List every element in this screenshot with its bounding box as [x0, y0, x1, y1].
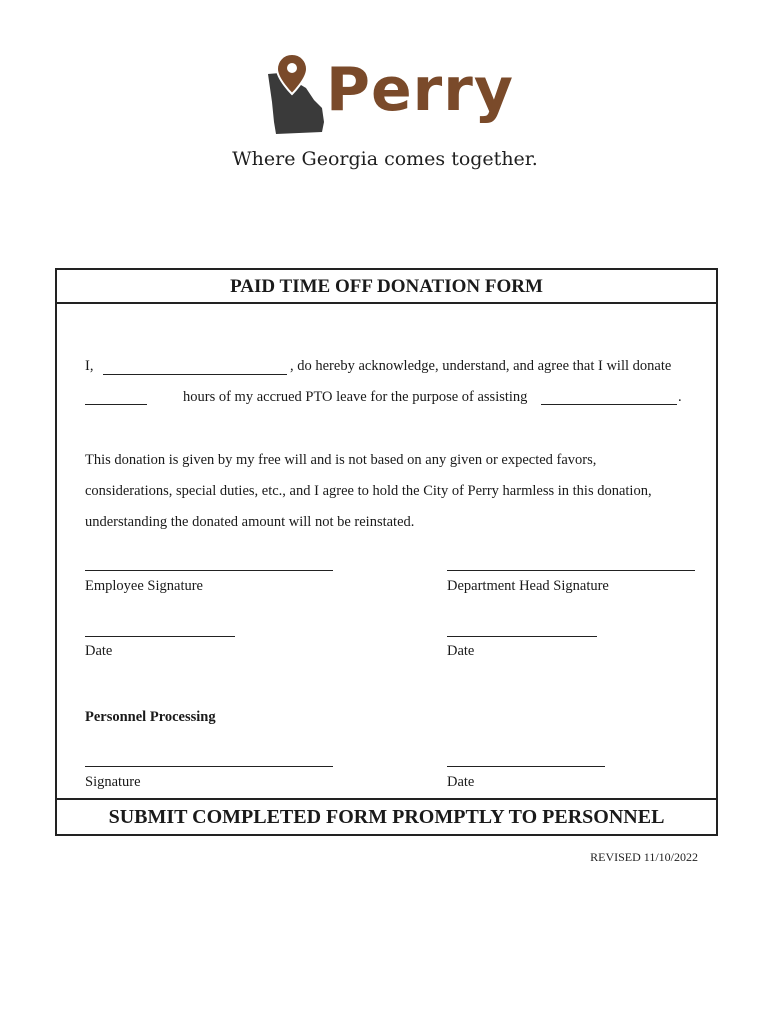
personnel-signature-label: Signature: [85, 774, 141, 790]
recipient-field[interactable]: [541, 404, 677, 405]
line2-period: .: [678, 389, 682, 405]
department-head-signature-field[interactable]: [447, 570, 695, 571]
department-head-date-label: Date: [447, 643, 475, 659]
city-logo: [0, 0, 770, 200]
brand-name: Perry: [326, 55, 514, 125]
tagline: Where Georgia comes together.: [232, 148, 538, 170]
line1-text: , do hereby acknowledge, understand, and agree that I will donate: [290, 358, 672, 374]
department-head-date-field[interactable]: [447, 636, 597, 637]
donation-form: [55, 268, 718, 836]
hours-field[interactable]: [85, 404, 147, 405]
personnel-processing-heading: Personnel Processing: [85, 709, 216, 725]
donor-name-field[interactable]: [103, 374, 287, 375]
paragraph-line-1: This donation is given by my free will and is not based on any given or expected favors,: [85, 452, 597, 468]
department-head-signature-label: Department Head Signature: [447, 578, 609, 594]
line1-prefix: I,: [85, 358, 94, 374]
form-title: PAID TIME OFF DONATION FORM: [57, 270, 716, 304]
line2-text: hours of my accrued PTO leave for the purpose of assisting: [183, 389, 528, 405]
submit-instruction: SUBMIT COMPLETED FORM PROMPTLY TO PERSONNEL: [57, 798, 716, 834]
employee-signature-field[interactable]: [85, 570, 333, 571]
personnel-signature-field[interactable]: [85, 766, 333, 767]
personnel-date-field[interactable]: [447, 766, 605, 767]
paragraph-line-2: considerations, special duties, etc., and I agree to hold the City of Perry harmless in this donation,: [85, 483, 652, 499]
employee-signature-label: Employee Signature: [85, 578, 203, 594]
employee-date-field[interactable]: [85, 636, 235, 637]
paragraph-line-3: understanding the donated amount will not be reinstated.: [85, 514, 415, 530]
employee-date-label: Date: [85, 643, 113, 659]
georgia-map-pin-icon: [262, 52, 330, 138]
personnel-date-label: Date: [447, 774, 475, 790]
revision-date: REVISED 11/10/2022: [590, 850, 698, 864]
